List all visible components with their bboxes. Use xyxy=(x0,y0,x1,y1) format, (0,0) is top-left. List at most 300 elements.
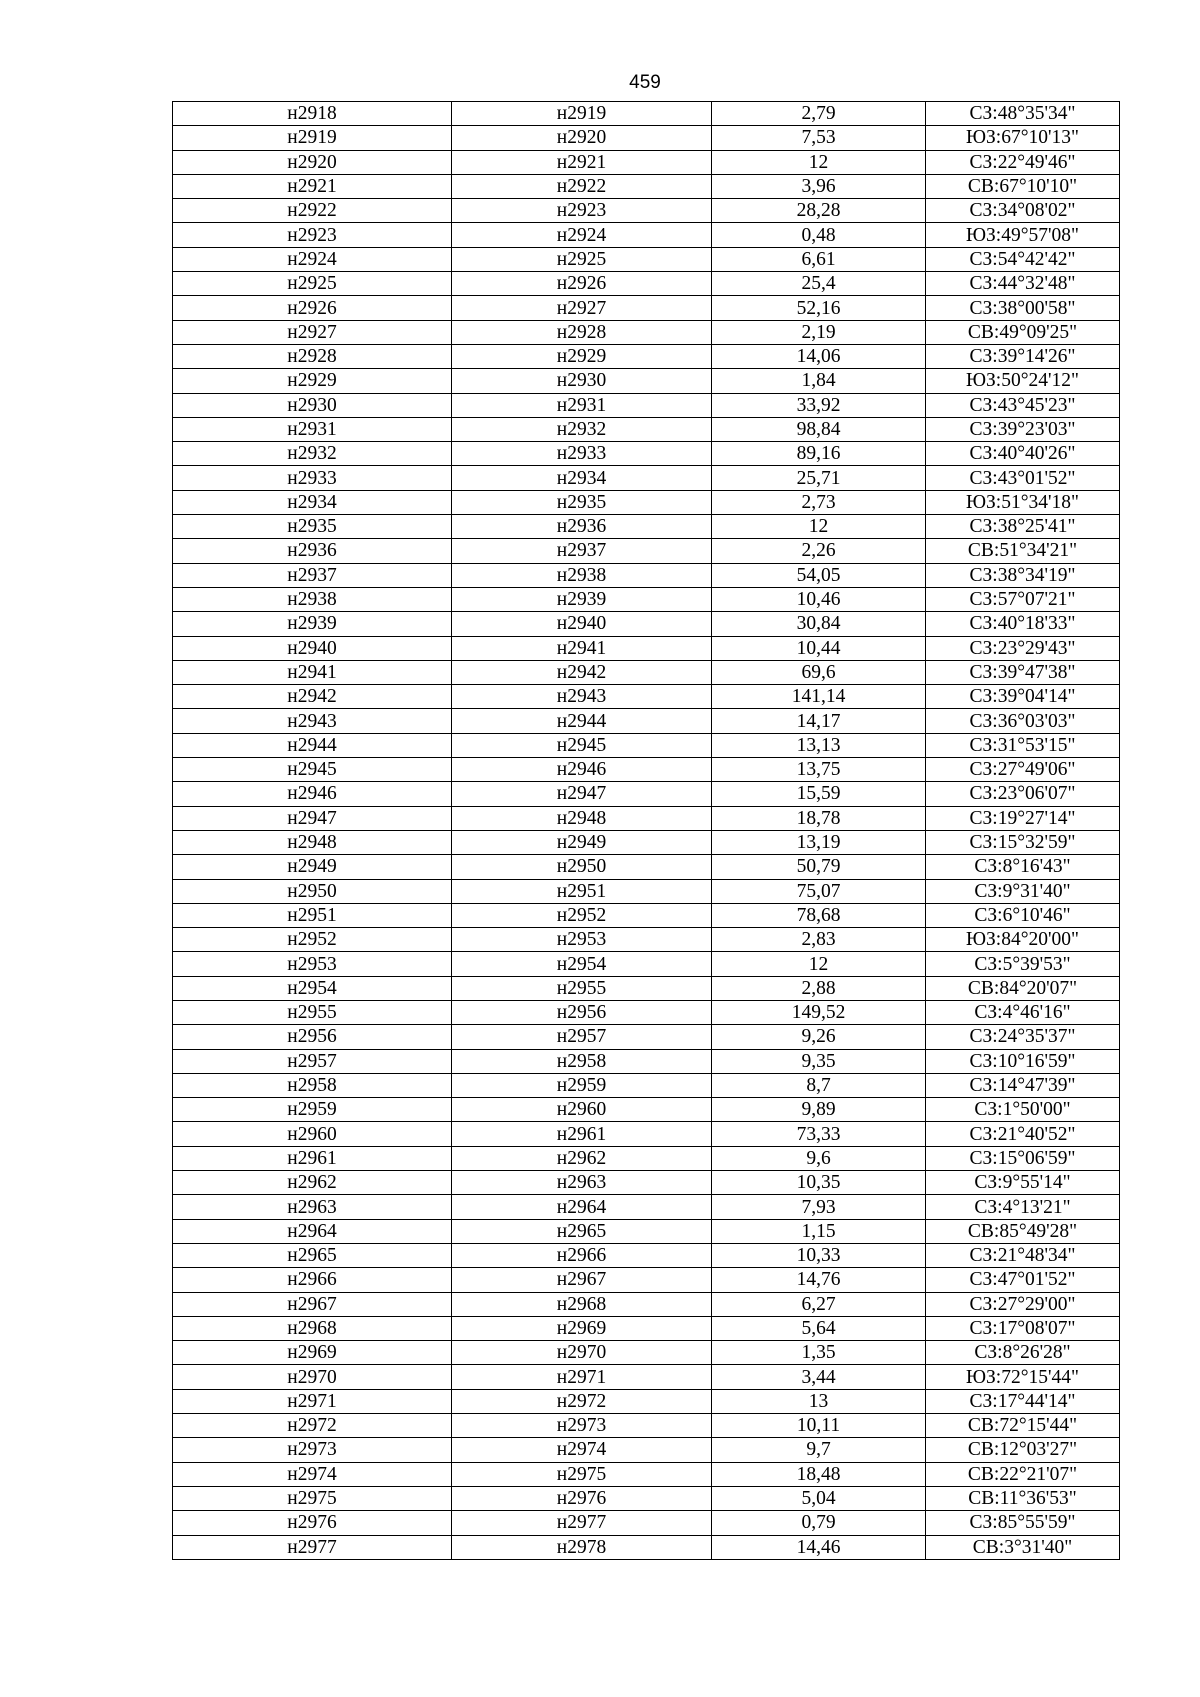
bearing-cell: СЗ:57°07'21" xyxy=(926,587,1120,611)
distance-cell: 1,84 xyxy=(712,369,926,393)
from-point-cell: н2919 xyxy=(173,126,452,150)
from-point-cell: н2932 xyxy=(173,442,452,466)
distance-cell: 25,71 xyxy=(712,466,926,490)
table-row xyxy=(173,1146,1120,1170)
distance-cell: 141,14 xyxy=(712,685,926,709)
to-point-cell: н2943 xyxy=(452,685,712,709)
table-row xyxy=(173,1025,1120,1049)
from-point-cell: н2933 xyxy=(173,466,452,490)
from-point-cell: н2923 xyxy=(173,223,452,247)
table-row xyxy=(173,1098,1120,1122)
table-row xyxy=(173,466,1120,490)
to-point-cell: н2928 xyxy=(452,320,712,344)
table-row xyxy=(173,1219,1120,1243)
bearing-cell: СЗ:15°06'59" xyxy=(926,1146,1120,1170)
table-row xyxy=(173,1000,1120,1024)
distance-cell: 9,35 xyxy=(712,1049,926,1073)
bearing-cell: ЮЗ:72°15'44" xyxy=(926,1365,1120,1389)
table-row xyxy=(173,174,1120,198)
distance-cell: 73,33 xyxy=(712,1122,926,1146)
to-point-cell: н2961 xyxy=(452,1122,712,1146)
table-row xyxy=(173,490,1120,514)
distance-cell: 12 xyxy=(712,515,926,539)
distance-cell: 13,75 xyxy=(712,758,926,782)
from-point-cell: н2928 xyxy=(173,344,452,368)
to-point-cell: н2933 xyxy=(452,442,712,466)
distance-cell: 98,84 xyxy=(712,417,926,441)
from-point-cell: н2939 xyxy=(173,612,452,636)
table-row xyxy=(173,1122,1120,1146)
to-point-cell: н2972 xyxy=(452,1389,712,1413)
from-point-cell: н2972 xyxy=(173,1414,452,1438)
table-row xyxy=(173,879,1120,903)
to-point-cell: н2973 xyxy=(452,1414,712,1438)
from-point-cell: н2973 xyxy=(173,1438,452,1462)
bearing-cell: СЗ:27°49'06" xyxy=(926,758,1120,782)
from-point-cell: н2960 xyxy=(173,1122,452,1146)
from-point-cell: н2931 xyxy=(173,417,452,441)
distance-cell: 52,16 xyxy=(712,296,926,320)
bearing-cell: СЗ:21°40'52" xyxy=(926,1122,1120,1146)
to-point-cell: н2927 xyxy=(452,296,712,320)
to-point-cell: н2940 xyxy=(452,612,712,636)
from-point-cell: н2936 xyxy=(173,539,452,563)
from-point-cell: н2941 xyxy=(173,660,452,684)
distance-cell: 6,61 xyxy=(712,247,926,271)
table-row xyxy=(173,150,1120,174)
distance-cell: 9,26 xyxy=(712,1025,926,1049)
bearing-cell: СЗ:43°45'23" xyxy=(926,393,1120,417)
from-point-cell: н2961 xyxy=(173,1146,452,1170)
to-point-cell: н2924 xyxy=(452,223,712,247)
bearing-cell: СЗ:47°01'52" xyxy=(926,1268,1120,1292)
from-point-cell: н2930 xyxy=(173,393,452,417)
bearing-cell: СЗ:39°04'14" xyxy=(926,685,1120,709)
from-point-cell: н2966 xyxy=(173,1268,452,1292)
to-point-cell: н2937 xyxy=(452,539,712,563)
to-point-cell: н2945 xyxy=(452,733,712,757)
bearing-cell: СЗ:27°29'00" xyxy=(926,1292,1120,1316)
bearing-cell: СЗ:22°49'46" xyxy=(926,150,1120,174)
bearing-cell: СЗ:31°53'15" xyxy=(926,733,1120,757)
from-point-cell: н2935 xyxy=(173,515,452,539)
distance-cell: 2,73 xyxy=(712,490,926,514)
to-point-cell: н2951 xyxy=(452,879,712,903)
distance-cell: 78,68 xyxy=(712,903,926,927)
from-point-cell: н2948 xyxy=(173,830,452,854)
distance-cell: 18,48 xyxy=(712,1462,926,1486)
table-row xyxy=(173,1292,1120,1316)
distance-cell: 3,96 xyxy=(712,174,926,198)
to-point-cell: н2964 xyxy=(452,1195,712,1219)
bearing-cell: СЗ:34°08'02" xyxy=(926,199,1120,223)
bearing-cell: СЗ:40°18'33" xyxy=(926,612,1120,636)
to-point-cell: н2978 xyxy=(452,1535,712,1559)
distance-cell: 30,84 xyxy=(712,612,926,636)
distance-cell: 10,11 xyxy=(712,1414,926,1438)
distance-cell: 54,05 xyxy=(712,563,926,587)
distance-cell: 5,64 xyxy=(712,1316,926,1340)
table-row xyxy=(173,1073,1120,1097)
distance-cell: 6,27 xyxy=(712,1292,926,1316)
from-point-cell: н2958 xyxy=(173,1073,452,1097)
from-point-cell: н2920 xyxy=(173,150,452,174)
from-point-cell: н2950 xyxy=(173,879,452,903)
distance-cell: 13,13 xyxy=(712,733,926,757)
from-point-cell: н2967 xyxy=(173,1292,452,1316)
distance-cell: 10,44 xyxy=(712,636,926,660)
from-point-cell: н2921 xyxy=(173,174,452,198)
distance-cell: 14,17 xyxy=(712,709,926,733)
to-point-cell: н2950 xyxy=(452,855,712,879)
table-row xyxy=(173,417,1120,441)
bearing-cell: СВ:12°03'27" xyxy=(926,1438,1120,1462)
distance-cell: 15,59 xyxy=(712,782,926,806)
bearing-cell: СЗ:43°01'52" xyxy=(926,466,1120,490)
distance-cell: 0,48 xyxy=(712,223,926,247)
to-point-cell: н2971 xyxy=(452,1365,712,1389)
from-point-cell: н2974 xyxy=(173,1462,452,1486)
distance-cell: 9,89 xyxy=(712,1098,926,1122)
distance-cell: 2,88 xyxy=(712,976,926,1000)
bearing-cell: СЗ:39°23'03" xyxy=(926,417,1120,441)
to-point-cell: н2963 xyxy=(452,1171,712,1195)
from-point-cell: н2940 xyxy=(173,636,452,660)
distance-cell: 2,26 xyxy=(712,539,926,563)
to-point-cell: н2968 xyxy=(452,1292,712,1316)
table-row xyxy=(173,587,1120,611)
from-point-cell: н2971 xyxy=(173,1389,452,1413)
distance-cell: 12 xyxy=(712,952,926,976)
distance-cell: 14,06 xyxy=(712,344,926,368)
to-point-cell: н2932 xyxy=(452,417,712,441)
page-number: 459 xyxy=(629,72,661,93)
to-point-cell: н2956 xyxy=(452,1000,712,1024)
to-point-cell: н2946 xyxy=(452,758,712,782)
distance-cell: 5,04 xyxy=(712,1486,926,1510)
to-point-cell: н2941 xyxy=(452,636,712,660)
table-row xyxy=(173,1049,1120,1073)
to-point-cell: н2954 xyxy=(452,952,712,976)
table-row xyxy=(173,126,1120,150)
bearing-cell: СВ:85°49'28" xyxy=(926,1219,1120,1243)
from-point-cell: н2963 xyxy=(173,1195,452,1219)
table-row xyxy=(173,539,1120,563)
to-point-cell: н2952 xyxy=(452,903,712,927)
distance-cell: 25,4 xyxy=(712,272,926,296)
table-row xyxy=(173,199,1120,223)
to-point-cell: н2935 xyxy=(452,490,712,514)
distance-cell: 89,16 xyxy=(712,442,926,466)
table-row xyxy=(173,758,1120,782)
to-point-cell: н2942 xyxy=(452,660,712,684)
from-point-cell: н2955 xyxy=(173,1000,452,1024)
distance-cell: 10,33 xyxy=(712,1243,926,1267)
to-point-cell: н2955 xyxy=(452,976,712,1000)
bearing-cell: ЮЗ:50°24'12" xyxy=(926,369,1120,393)
from-point-cell: н2953 xyxy=(173,952,452,976)
from-point-cell: н2954 xyxy=(173,976,452,1000)
from-point-cell: н2945 xyxy=(173,758,452,782)
to-point-cell: н2923 xyxy=(452,199,712,223)
table-row xyxy=(173,296,1120,320)
table-body xyxy=(173,102,1120,1560)
bearing-cell: СВ:67°10'10" xyxy=(926,174,1120,198)
bearing-cell: СВ:51°34'21" xyxy=(926,539,1120,563)
table-row xyxy=(173,515,1120,539)
to-point-cell: н2959 xyxy=(452,1073,712,1097)
to-point-cell: н2948 xyxy=(452,806,712,830)
from-point-cell: н2929 xyxy=(173,369,452,393)
table-row xyxy=(173,1511,1120,1535)
to-point-cell: н2921 xyxy=(452,150,712,174)
to-point-cell: н2922 xyxy=(452,174,712,198)
to-point-cell: н2970 xyxy=(452,1341,712,1365)
distance-cell: 3,44 xyxy=(712,1365,926,1389)
to-point-cell: н2920 xyxy=(452,126,712,150)
bearing-cell: СЗ:17°44'14" xyxy=(926,1389,1120,1413)
from-point-cell: н2927 xyxy=(173,320,452,344)
from-point-cell: н2944 xyxy=(173,733,452,757)
table-row xyxy=(173,1316,1120,1340)
to-point-cell: н2936 xyxy=(452,515,712,539)
from-point-cell: н2918 xyxy=(173,102,452,126)
table-row xyxy=(173,1195,1120,1219)
from-point-cell: н2924 xyxy=(173,247,452,271)
from-point-cell: н2969 xyxy=(173,1341,452,1365)
to-point-cell: н2966 xyxy=(452,1243,712,1267)
to-point-cell: н2957 xyxy=(452,1025,712,1049)
from-point-cell: н2968 xyxy=(173,1316,452,1340)
to-point-cell: н2977 xyxy=(452,1511,712,1535)
to-point-cell: н2938 xyxy=(452,563,712,587)
table-row xyxy=(173,830,1120,854)
bearing-cell: СЗ:39°47'38" xyxy=(926,660,1120,684)
from-point-cell: н2943 xyxy=(173,709,452,733)
bearing-cell: СВ:49°09'25" xyxy=(926,320,1120,344)
distance-cell: 13,19 xyxy=(712,830,926,854)
to-point-cell: н2931 xyxy=(452,393,712,417)
bearing-cell: СВ:84°20'07" xyxy=(926,976,1120,1000)
table-row xyxy=(173,1535,1120,1559)
to-point-cell: н2944 xyxy=(452,709,712,733)
to-point-cell: н2969 xyxy=(452,1316,712,1340)
bearing-cell: ЮЗ:49°57'08" xyxy=(926,223,1120,247)
from-point-cell: н2942 xyxy=(173,685,452,709)
table-row xyxy=(173,685,1120,709)
bearing-cell: СЗ:38°25'41" xyxy=(926,515,1120,539)
table-row xyxy=(173,320,1120,344)
distance-cell: 0,79 xyxy=(712,1511,926,1535)
table-row xyxy=(173,903,1120,927)
to-point-cell: н2939 xyxy=(452,587,712,611)
table-row xyxy=(173,1268,1120,1292)
to-point-cell: н2965 xyxy=(452,1219,712,1243)
bearing-cell: СЗ:21°48'34" xyxy=(926,1243,1120,1267)
from-point-cell: н2965 xyxy=(173,1243,452,1267)
bearing-cell: СЗ:40°40'26" xyxy=(926,442,1120,466)
boundary-table xyxy=(172,101,1120,1560)
bearing-cell: СЗ:54°42'42" xyxy=(926,247,1120,271)
bearing-cell: СЗ:17°08'07" xyxy=(926,1316,1120,1340)
table-row xyxy=(173,928,1120,952)
distance-cell: 2,79 xyxy=(712,102,926,126)
bearing-cell: СЗ:39°14'26" xyxy=(926,344,1120,368)
to-point-cell: н2953 xyxy=(452,928,712,952)
bearing-cell: СВ:22°21'07" xyxy=(926,1462,1120,1486)
from-point-cell: н2922 xyxy=(173,199,452,223)
bearing-cell: СЗ:9°31'40" xyxy=(926,879,1120,903)
distance-cell: 13 xyxy=(712,1389,926,1413)
from-point-cell: н2938 xyxy=(173,587,452,611)
distance-cell: 2,83 xyxy=(712,928,926,952)
from-point-cell: н2970 xyxy=(173,1365,452,1389)
table-row xyxy=(173,102,1120,126)
to-point-cell: н2960 xyxy=(452,1098,712,1122)
table-row xyxy=(173,806,1120,830)
distance-cell: 2,19 xyxy=(712,320,926,344)
distance-cell: 69,6 xyxy=(712,660,926,684)
bearing-cell: СЗ:23°29'43" xyxy=(926,636,1120,660)
from-point-cell: н2937 xyxy=(173,563,452,587)
table-row xyxy=(173,1414,1120,1438)
to-point-cell: н2929 xyxy=(452,344,712,368)
bearing-cell: ЮЗ:51°34'18" xyxy=(926,490,1120,514)
table-row xyxy=(173,442,1120,466)
to-point-cell: н2967 xyxy=(452,1268,712,1292)
distance-cell: 14,76 xyxy=(712,1268,926,1292)
bearing-cell: СЗ:19°27'14" xyxy=(926,806,1120,830)
bearing-cell: СЗ:23°06'07" xyxy=(926,782,1120,806)
bearing-cell: СЗ:14°47'39" xyxy=(926,1073,1120,1097)
bearing-cell: СВ:11°36'53" xyxy=(926,1486,1120,1510)
distance-cell: 7,53 xyxy=(712,126,926,150)
to-point-cell: н2974 xyxy=(452,1438,712,1462)
table-row xyxy=(173,223,1120,247)
bearing-cell: СЗ:5°39'53" xyxy=(926,952,1120,976)
to-point-cell: н2925 xyxy=(452,247,712,271)
bearing-cell: СЗ:8°26'28" xyxy=(926,1341,1120,1365)
table-row xyxy=(173,272,1120,296)
from-point-cell: н2952 xyxy=(173,928,452,952)
table-row xyxy=(173,1486,1120,1510)
from-point-cell: н2947 xyxy=(173,806,452,830)
bearing-cell: СЗ:36°03'03" xyxy=(926,709,1120,733)
bearing-cell: СВ:72°15'44" xyxy=(926,1414,1120,1438)
distance-cell: 75,07 xyxy=(712,879,926,903)
from-point-cell: н2926 xyxy=(173,296,452,320)
table-row xyxy=(173,855,1120,879)
distance-cell: 18,78 xyxy=(712,806,926,830)
bearing-cell: СЗ:4°46'16" xyxy=(926,1000,1120,1024)
bearing-cell: СЗ:8°16'43" xyxy=(926,855,1120,879)
bearing-cell: СЗ:85°55'59" xyxy=(926,1511,1120,1535)
to-point-cell: н2926 xyxy=(452,272,712,296)
from-point-cell: н2946 xyxy=(173,782,452,806)
distance-cell: 9,7 xyxy=(712,1438,926,1462)
distance-cell: 10,35 xyxy=(712,1171,926,1195)
bearing-cell: СЗ:48°35'34" xyxy=(926,102,1120,126)
from-point-cell: н2959 xyxy=(173,1098,452,1122)
to-point-cell: н2930 xyxy=(452,369,712,393)
distance-cell: 8,7 xyxy=(712,1073,926,1097)
distance-cell: 12 xyxy=(712,150,926,174)
from-point-cell: н2925 xyxy=(173,272,452,296)
distance-cell: 50,79 xyxy=(712,855,926,879)
distance-cell: 10,46 xyxy=(712,587,926,611)
to-point-cell: н2947 xyxy=(452,782,712,806)
bearing-cell: СЗ:38°00'58" xyxy=(926,296,1120,320)
table-row xyxy=(173,1171,1120,1195)
distance-cell: 7,93 xyxy=(712,1195,926,1219)
to-point-cell: н2958 xyxy=(452,1049,712,1073)
table-row xyxy=(173,733,1120,757)
from-point-cell: н2977 xyxy=(173,1535,452,1559)
distance-cell: 149,52 xyxy=(712,1000,926,1024)
bearing-cell: СЗ:15°32'59" xyxy=(926,830,1120,854)
table-row xyxy=(173,1243,1120,1267)
bearing-cell: ЮЗ:67°10'13" xyxy=(926,126,1120,150)
table-row xyxy=(173,952,1120,976)
to-point-cell: н2949 xyxy=(452,830,712,854)
distance-cell: 1,15 xyxy=(712,1219,926,1243)
to-point-cell: н2976 xyxy=(452,1486,712,1510)
to-point-cell: н2934 xyxy=(452,466,712,490)
table-row xyxy=(173,1365,1120,1389)
distance-cell: 33,92 xyxy=(712,393,926,417)
distance-cell: 1,35 xyxy=(712,1341,926,1365)
from-point-cell: н2951 xyxy=(173,903,452,927)
from-point-cell: н2962 xyxy=(173,1171,452,1195)
from-point-cell: н2957 xyxy=(173,1049,452,1073)
from-point-cell: н2976 xyxy=(173,1511,452,1535)
distance-cell: 9,6 xyxy=(712,1146,926,1170)
from-point-cell: н2934 xyxy=(173,490,452,514)
from-point-cell: н2956 xyxy=(173,1025,452,1049)
bearing-cell: СЗ:4°13'21" xyxy=(926,1195,1120,1219)
to-point-cell: н2962 xyxy=(452,1146,712,1170)
table-row xyxy=(173,393,1120,417)
table-row xyxy=(173,612,1120,636)
bearing-cell: СЗ:9°55'14" xyxy=(926,1171,1120,1195)
bearing-cell: СЗ:1°50'00" xyxy=(926,1098,1120,1122)
bearing-cell: ЮЗ:84°20'00" xyxy=(926,928,1120,952)
table-row xyxy=(173,709,1120,733)
bearing-cell: СЗ:10°16'59" xyxy=(926,1049,1120,1073)
from-point-cell: н2975 xyxy=(173,1486,452,1510)
from-point-cell: н2964 xyxy=(173,1219,452,1243)
table-row xyxy=(173,782,1120,806)
table-row xyxy=(173,1389,1120,1413)
to-point-cell: н2975 xyxy=(452,1462,712,1486)
bearing-cell: СЗ:38°34'19" xyxy=(926,563,1120,587)
distance-cell: 28,28 xyxy=(712,199,926,223)
table-row xyxy=(173,1341,1120,1365)
table-row xyxy=(173,369,1120,393)
table-row xyxy=(173,636,1120,660)
table-row xyxy=(173,1462,1120,1486)
table-row xyxy=(173,247,1120,271)
table-row xyxy=(173,976,1120,1000)
from-point-cell: н2949 xyxy=(173,855,452,879)
to-point-cell: н2919 xyxy=(452,102,712,126)
table-row xyxy=(173,344,1120,368)
bearing-cell: СЗ:24°35'37" xyxy=(926,1025,1120,1049)
table-row xyxy=(173,660,1120,684)
bearing-cell: СЗ:6°10'46" xyxy=(926,903,1120,927)
distance-cell: 14,46 xyxy=(712,1535,926,1559)
table-row xyxy=(173,1438,1120,1462)
